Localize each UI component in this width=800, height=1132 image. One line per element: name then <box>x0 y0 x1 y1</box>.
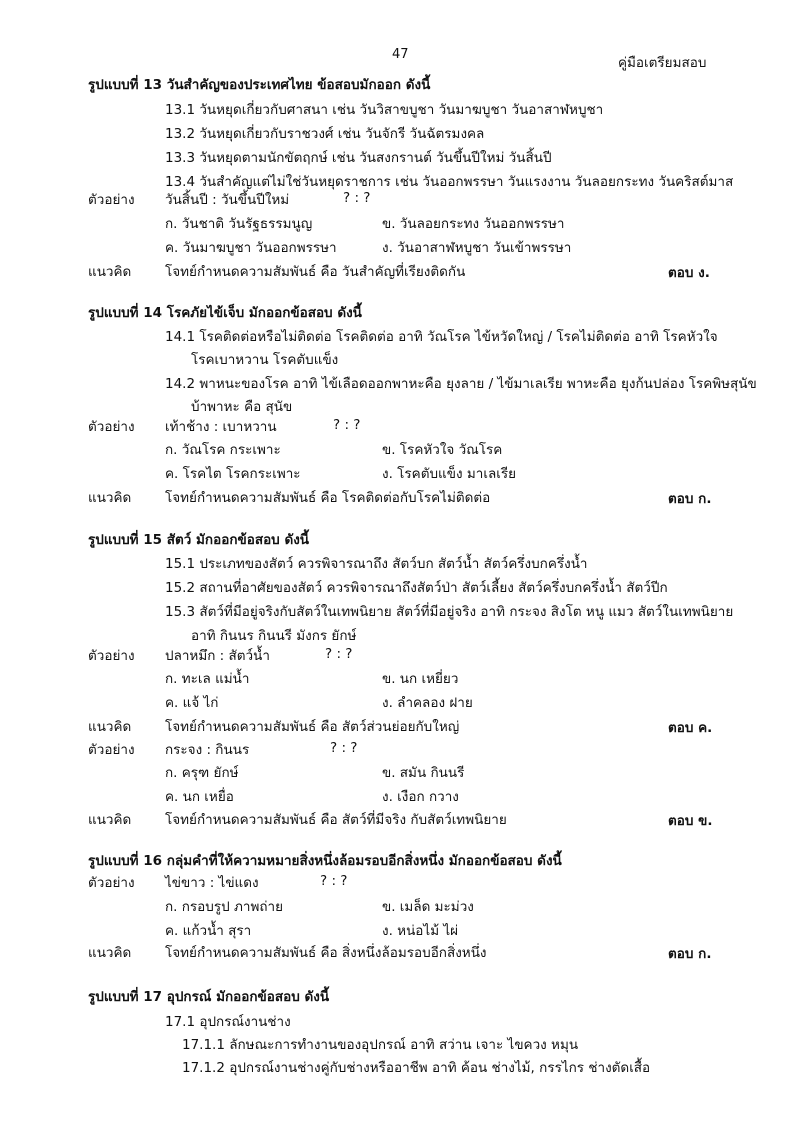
section-13-heading: รูปแบบที่ 13 วันสำคัญของประเทศไทย ข้อสอบมักออก ดังนี้ <box>88 77 431 93</box>
section-14-item-cont: โรคเบาหวาน โรคตับแข็ง <box>191 352 339 368</box>
choice-c: ค. นก เหยื่อ <box>165 789 234 805</box>
choice-c: ค. วันมาฆบูชา วันออกพรรษา <box>165 240 337 256</box>
example-label: ตัวอย่าง <box>88 648 135 664</box>
choice-a: ก. วัณโรค กระเพาะ <box>165 442 281 458</box>
example-question: ปลาหมึก : สัตว์น้ำ <box>165 648 270 664</box>
example-label: ตัวอย่าง <box>88 875 135 891</box>
section-13-item: 13.4 วันสำคัญแต่ไม่ใช่วันหยุดราชการ เช่น วันออกพรรษา วันแรงงาน วันลอยกระทง วันคริสต์มาส <box>165 174 734 190</box>
answer: ตอบ ค. <box>668 720 713 736</box>
choice-d: ง. วันอาสาฬหบูชา วันเข้าพรรษา <box>382 240 572 256</box>
section-14-item: 14.1 โรคติดต่อหรือไม่ติดต่อ โรคติดต่อ อาทิ วัณโรค ไข้หวัดใหญ่ / โรคไม่ติดต่อ อาทิ โรคหัวใจ <box>165 329 718 345</box>
answer: ตอบ ก. <box>668 946 712 962</box>
section-17-subitem: 17.1.2 อุปกรณ์งานช่างคู่กับช่างหรืออาชีพ อาทิ ค้อน ช่างไม้, กรรไกร ช่างตัดเสื้อ <box>182 1060 651 1076</box>
example-label: ตัวอย่าง <box>88 742 135 758</box>
section-17-subitem: 17.1.1 ลักษณะการทำงานของอุปกรณ์ อาทิ สว่าน เจาะ ไขควง หมุน <box>182 1037 579 1053</box>
choice-d: ง. ลำคลอง ฝาย <box>382 695 473 711</box>
section-17-item: 17.1 อุปกรณ์งานช่าง <box>165 1014 291 1030</box>
choice-c: ค. โรคไต โรคกระเพาะ <box>165 466 301 482</box>
choice-a: ก. ครุฑ ยักษ์ <box>165 765 239 781</box>
section-14-item-cont: บ้าพาหะ คือ สุนัข <box>191 399 293 415</box>
section-15-heading: รูปแบบที่ 15 สัตว์ มักออกข้อสอบ ดังนี้ <box>88 532 310 548</box>
concept-label: แนวคิด <box>88 490 132 506</box>
example-label: ตัวอย่าง <box>88 419 135 435</box>
choice-c: ค. แก้วน้ำ สุรา <box>165 923 252 939</box>
section-13-item: 13.1 วันหยุดเกี่ยวกับศาสนา เช่น วันวิสาขบูชา วันมาฆบูชา วันอาสาฬหบูชา <box>165 102 604 118</box>
concept-text: โจทย์กำหนดความสัมพันธ์ คือ วันสำคัญที่เรียงติดกัน <box>165 264 466 280</box>
page-number: 47 <box>392 47 409 62</box>
concept-text: โจทย์กำหนดความสัมพันธ์ คือ โรคติดต่อกับโรคไม่ติดต่อ <box>165 490 491 506</box>
concept-text: โจทย์กำหนดความสัมพันธ์ คือ สัตว์ที่มีจริง กับสัตว์เทพนิยาย <box>165 812 507 828</box>
section-13-item: 13.3 วันหยุดตามนักขัตฤกษ์ เช่น วันสงกรานต์ วันขึ้นปีใหม่ วันสิ้นปี <box>165 150 552 166</box>
choice-c: ค. แจ้ ไก่ <box>165 695 219 711</box>
section-14-heading: รูปแบบที่ 14 โรคภัยไข้เจ็บ มักออกข้อสอบ ดังนี้ <box>88 305 362 321</box>
example-question: เท้าช้าง : เบาหวาน <box>165 419 277 435</box>
concept-label: แนวคิด <box>88 812 132 828</box>
answer: ตอบ ก. <box>668 491 712 507</box>
section-15-item: 15.2 สถานที่อาศัยของสัตว์ ควรพิจารณาถึงสัตว์ป่า สัตว์เลี้ยง สัตว์ครึ่งบกครึ่งน้ำ สัตว์ปีก <box>165 580 668 596</box>
choice-a: ก. วันชาติ วันรัฐธรรมนูญ <box>165 216 313 232</box>
answer: ตอบ ง. <box>668 265 710 281</box>
example-unknown: ? : ? <box>330 740 358 756</box>
section-13-item: 13.2 วันหยุดเกี่ยวกับราชวงศ์ เช่น วันจักรี วันฉัตรมงคล <box>165 126 485 142</box>
choice-d: ง. หน่อไม้ ไผ่ <box>382 923 459 939</box>
example-unknown: ? : ? <box>343 190 371 206</box>
choice-d: ง. โรคตับแข็ง มาเลเรีย <box>382 466 516 482</box>
example-question: ไข่ขาว : ไข่แดง <box>165 875 259 891</box>
choice-b: ข. นก เหยี่ยว <box>382 671 459 687</box>
example-label: ตัวอย่าง <box>88 192 135 208</box>
concept-text: โจทย์กำหนดความสัมพันธ์ คือ สิ่งหนึ่งล้อมรอบอีกสิ่งหนึ่ง <box>165 945 487 961</box>
section-14-item: 14.2 พาหนะของโรค อาทิ ไข้เลือดออกพาหะคือ ยุงลาย / ไข้มาเลเรีย พาหะคือ ยุงก้นปล่อง โรคพิษสุนัข <box>165 376 757 392</box>
choice-b: ข. สมัน กินนรี <box>382 765 465 781</box>
answer: ตอบ ข. <box>668 813 713 829</box>
example-question: กระจง : กินนร <box>165 742 250 758</box>
example-question: วันสิ้นปี : วันขึ้นปีใหม่ <box>165 192 290 208</box>
concept-label: แนวคิด <box>88 264 132 280</box>
concept-label: แนวคิด <box>88 719 132 735</box>
choice-b: ข. โรคหัวใจ วัณโรค <box>382 442 503 458</box>
section-15-item: 15.1 ประเภทของสัตว์ ควรพิจารณาถึง สัตว์บก สัตว์น้ำ สัตว์ครึ่งบกครึ่งน้ำ <box>165 556 588 572</box>
book-title: คู่มือเตรียมสอบ <box>618 55 707 71</box>
section-16-heading: รูปแบบที่ 16 กลุ่มคำที่ให้ความหมายสิ่งหนึ่งล้อมรอบอีกสิ่งหนึ่ง มักออกข้อสอบ ดังนี้ <box>88 853 562 869</box>
example-unknown: ? : ? <box>325 646 353 662</box>
section-17-heading: รูปแบบที่ 17 อุปกรณ์ มักออกข้อสอบ ดังนี้ <box>88 989 330 1005</box>
concept-label: แนวคิด <box>88 945 132 961</box>
example-unknown: ? : ? <box>333 417 361 433</box>
section-15-item: 15.3 สัตว์ที่มีอยู่จริงกับสัตว์ในเทพนิยาย สัตว์ที่มีอยู่จริง อาทิ กระจง สิงโต หนู แมว สัตว์ในเทพนิยาย <box>165 604 734 620</box>
choice-a: ก. ทะเล แม่น้ำ <box>165 671 250 687</box>
choice-d: ง. เงือก กวาง <box>382 789 459 805</box>
concept-text: โจทย์กำหนดความสัมพันธ์ คือ สัตว์ส่วนย่อยกับใหญ่ <box>165 719 460 735</box>
choice-b: ข. เมล็ด มะม่วง <box>382 899 474 915</box>
section-15-item-cont: อาทิ กินนร กินนรี มังกร ยักษ์ <box>191 628 357 644</box>
choice-b: ข. วันลอยกระทง วันออกพรรษา <box>382 216 565 232</box>
example-unknown: ? : ? <box>320 873 348 889</box>
choice-a: ก. กรอบรูป ภาพถ่าย <box>165 899 284 915</box>
